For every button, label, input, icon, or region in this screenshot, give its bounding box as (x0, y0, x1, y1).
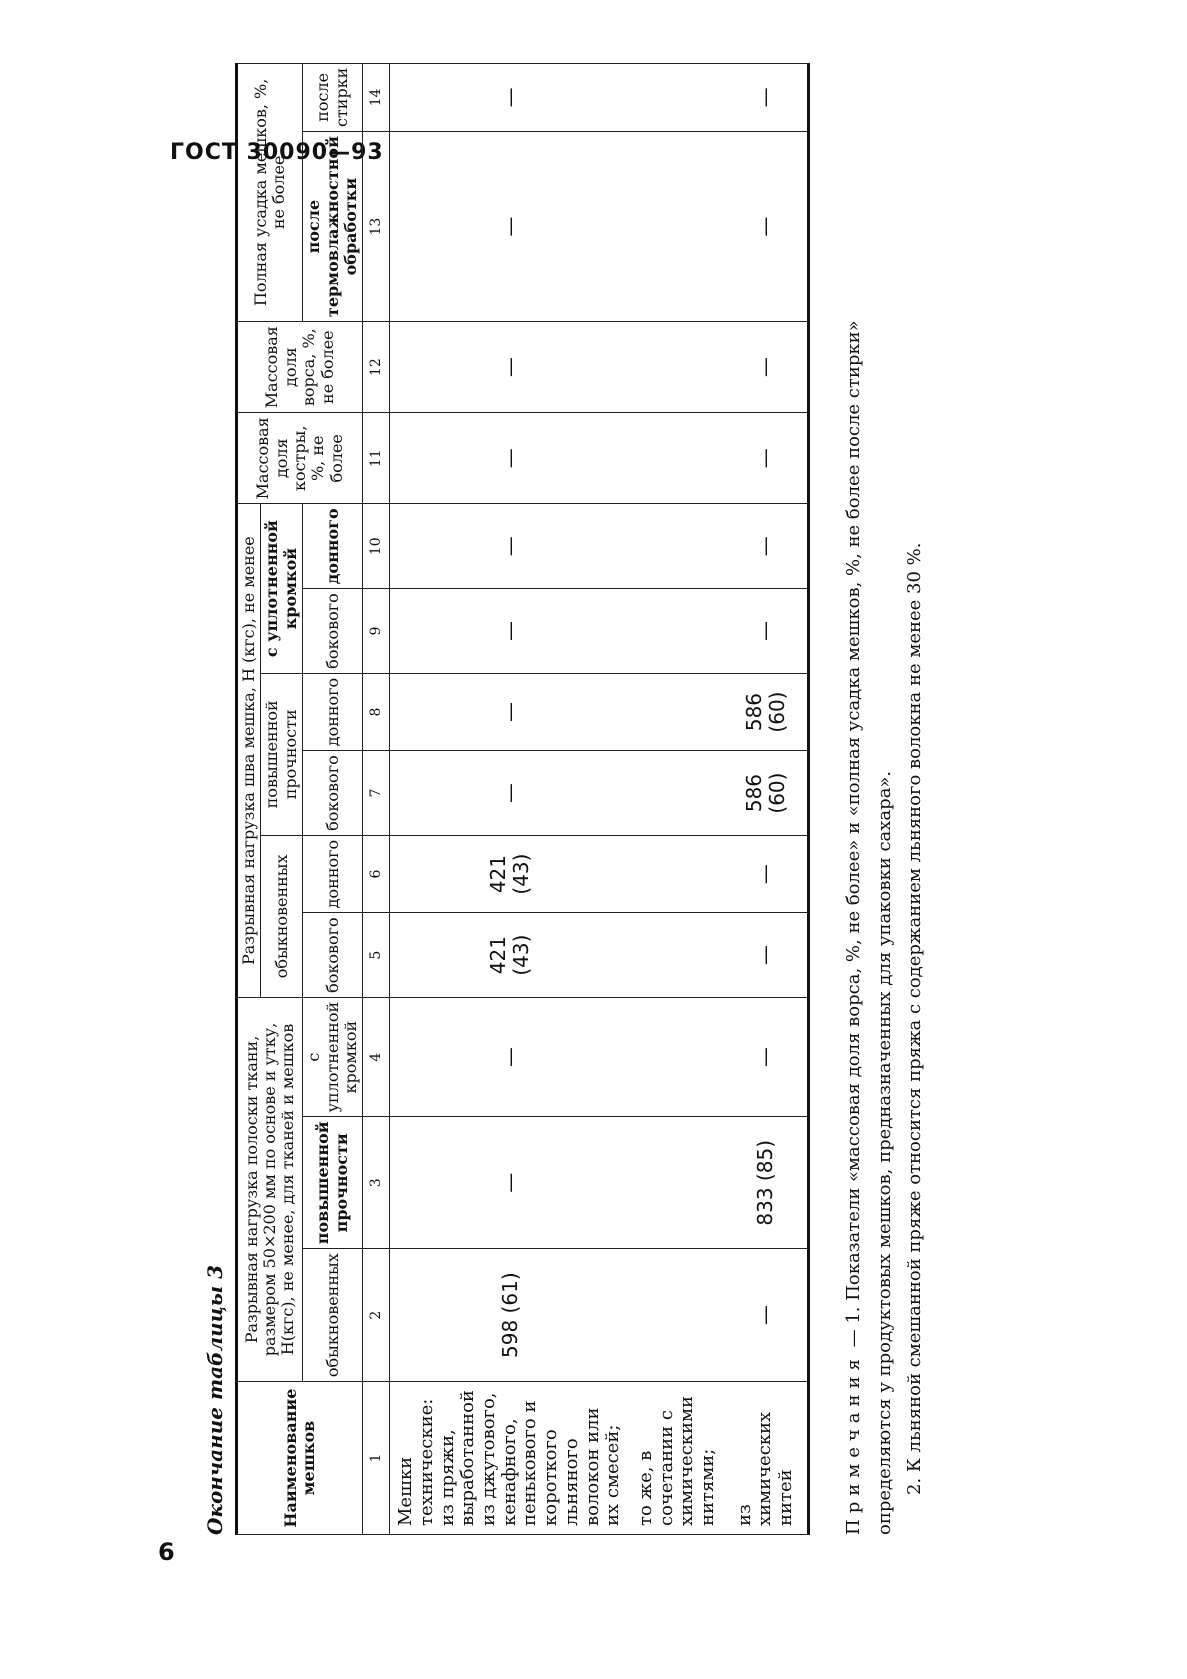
col-header-strip-edge: с уплотненной кромкой (303, 997, 363, 1116)
column-number: 6 (363, 835, 390, 912)
table-cell: — (725, 589, 809, 674)
table-cell: 586 (60) (725, 751, 809, 836)
table-cell (630, 132, 725, 322)
row-name: из химических нитей (725, 1382, 809, 1535)
table-row (390, 63, 630, 1534)
column-number: 7 (363, 751, 390, 836)
table-cell: — (725, 413, 809, 504)
col-header-seam-ordinary: обыкновенных (261, 835, 303, 997)
table-cell (630, 751, 725, 836)
column-number: 11 (363, 413, 390, 504)
table-caption: Окончание таблицы 3 (203, 1265, 227, 1535)
page-number: 6 (158, 1538, 175, 1566)
table-cell (630, 835, 725, 912)
table-cell: — (725, 1249, 809, 1382)
table-cell (630, 913, 725, 998)
table-cell: 421 (43) (390, 913, 630, 998)
column-number: 2 (363, 1249, 390, 1382)
table-cell: — (725, 63, 809, 131)
table-row (630, 63, 725, 1534)
table-cell (630, 504, 725, 589)
table-cell: — (725, 835, 809, 912)
table-cell: — (390, 1117, 630, 1249)
col-header-shrinkage: Полная усадка мешков, %, не более (237, 63, 303, 321)
col-header-seam-load: Разрывная нагрузка шва мешка, Н (кгс), не менее (237, 504, 261, 998)
table-cell (630, 997, 725, 1116)
notes-label: Примечания (843, 1353, 864, 1535)
column-number: 4 (363, 997, 390, 1116)
col-header-side-7: бокового (303, 751, 363, 836)
col-header-strip-ordinary: обыкновенных (303, 1249, 363, 1382)
col-header-bottom-6: донного (303, 835, 363, 912)
note-1 (839, 235, 900, 1535)
table-notes (839, 235, 931, 1535)
col-header-strip-load: Разрывная нагрузка полоски ткани, размером 50×200 мм по основе и утку, Н(кгс), не менее, для тканей и мешков (237, 997, 303, 1381)
col-header-seam-edge: с уплотненной кромкой (261, 504, 303, 673)
col-header-after-heat: после термовлажностной обработки (303, 132, 363, 322)
table-cell (630, 673, 725, 750)
table-cell (630, 1249, 725, 1382)
table-cell (630, 63, 725, 131)
table-cell: — (390, 63, 630, 131)
table-cell: — (390, 589, 630, 674)
col-header-side-5: бокового (303, 913, 363, 998)
note-2: 2. К льняной смешанной пряже относится пряжа с содержанием льняного волокна не менее 30 %. (904, 542, 926, 1495)
column-number: 12 (363, 322, 390, 413)
column-number-row (363, 63, 390, 1534)
table-cell: — (390, 751, 630, 836)
table-cell: — (390, 997, 630, 1116)
column-number: 9 (363, 589, 390, 674)
row-name: Мешки технические: из пряжи, выработанной из джутового, кенафного, пенькового и короткого льняного волокон или их смесей; (390, 1382, 630, 1535)
column-number: 10 (363, 504, 390, 589)
column-number: 5 (363, 913, 390, 998)
col-header-pile: Массовая доля ворса, %, не более (237, 322, 363, 413)
row-name: то же, в сочетании с химическими нитями; (630, 1382, 725, 1535)
table-cell: — (390, 504, 630, 589)
table-cell: — (390, 322, 630, 413)
document-code: ГОСТ 30090—93 (170, 140, 384, 165)
table-cell (630, 1117, 725, 1249)
col-header-seam-high: повышенной прочности (261, 673, 303, 835)
table-3 (235, 63, 810, 1535)
table-cell: — (725, 322, 809, 413)
table-cell (630, 589, 725, 674)
col-header-bottom-8: донного (303, 673, 363, 750)
table-cell: — (725, 132, 809, 322)
col-header-bottom-10: донного (303, 504, 363, 589)
table-cell: — (725, 504, 809, 589)
col-header-shive: Массовая доля костры, %, не более (237, 413, 363, 504)
table-cell: — (390, 413, 630, 504)
col-header-side-9: бокового (303, 589, 363, 674)
note-1-text: — 1. Показатели «массовая доля ворса, %, не более» и «полная усадка мешков, %, не более после стирки» определяются у продуктовых мешков, предназначенных для упаковки сахара». (843, 320, 895, 1535)
table-row (725, 63, 809, 1534)
column-number: 8 (363, 673, 390, 750)
col-header-after-wash: после стирки (303, 63, 363, 131)
col-header-strip-high: повышенной прочности (303, 1117, 363, 1249)
table-cell: — (725, 997, 809, 1116)
column-number: 1 (363, 1382, 390, 1535)
table-cell: — (390, 132, 630, 322)
table-cell (630, 322, 725, 413)
table-cell: 833 (85) (725, 1117, 809, 1249)
col-header-name: Наименование мешков (237, 1382, 363, 1535)
column-number: 3 (363, 1117, 390, 1249)
table-cell: — (390, 673, 630, 750)
column-number: 13 (363, 132, 390, 322)
table-cell: 598 (61) (390, 1249, 630, 1382)
table-cell: — (725, 913, 809, 998)
column-number: 14 (363, 63, 390, 131)
table-cell: 586 (60) (725, 673, 809, 750)
table-cell (630, 413, 725, 504)
table-cell: 421 (43) (390, 835, 630, 912)
